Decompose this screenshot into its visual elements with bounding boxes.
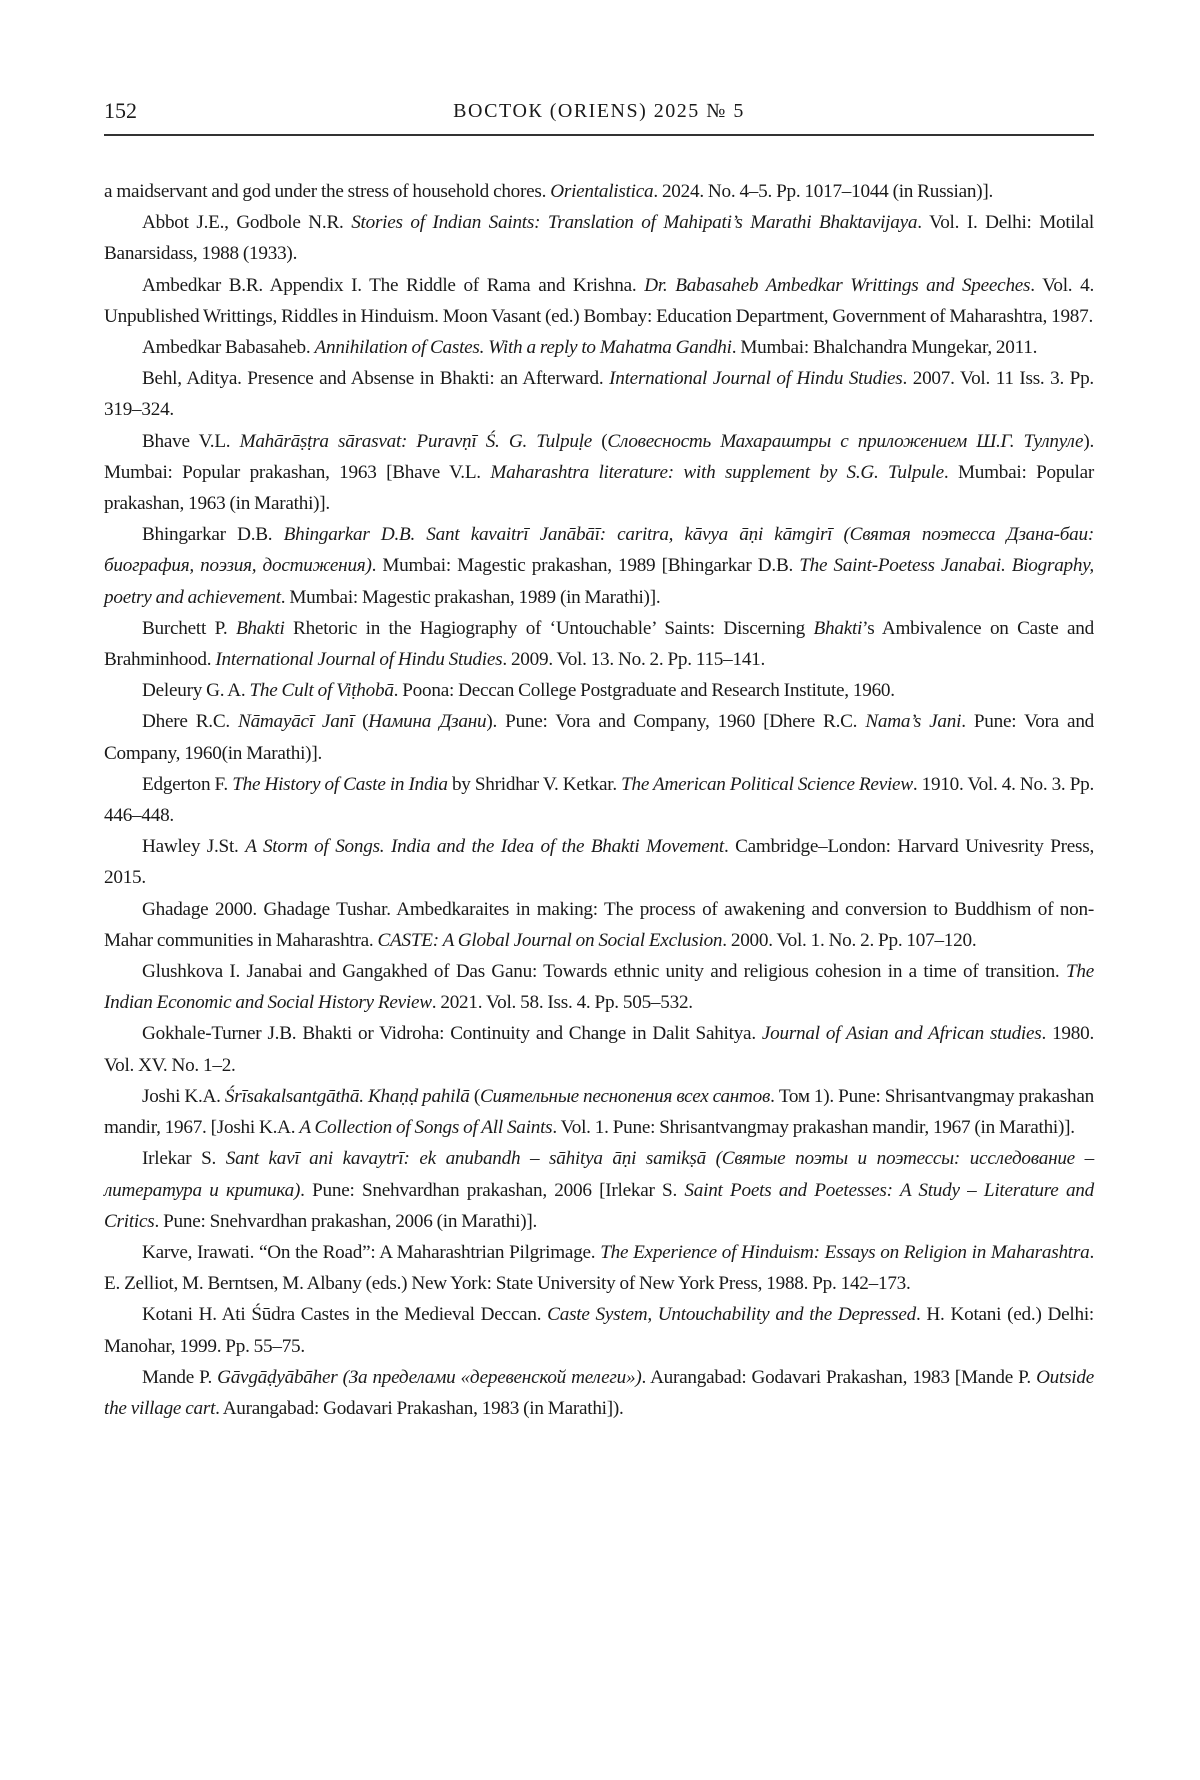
reference-entry <box>104 613 1094 675</box>
reference-text: . 2021. Vol. 58. Iss. 4. Pp. 505–532. <box>432 992 693 1013</box>
reference-text: . Pune: Snehvardhan prakashan, 2006 (in Marathi)]. <box>155 1211 538 1232</box>
reference-text: Deleury G. A. <box>142 680 249 701</box>
reference-title-italic: Śrīsakalsantgāthā. Khaṇḍ pahilā <box>225 1086 470 1107</box>
reference-text: Abbot J.E., Godbole N.R. <box>142 212 351 233</box>
reference-title-italic: Stories of Indian Saints: Translation of Mahipati’s Marathi Bhaktavijaya <box>351 212 917 233</box>
reference-text: . 2007. Vol. 11 Iss. 3. Pp. 319–324. <box>104 368 1094 420</box>
reference-text: Behl, Aditya. Presence and Absense in Bhakti: an Afterward. <box>142 368 609 389</box>
reference-title-italic: The Indian Economic and Social History Review <box>104 961 1094 1013</box>
reference-entry <box>104 706 1094 768</box>
reference-entry <box>104 426 1094 520</box>
reference-text: Rhetoric in the Hagiography of ‘Untouchable’ Saints: Discerning <box>285 618 814 639</box>
reference-title-italic: Bhakti <box>236 618 285 639</box>
reference-text: . Mumbai: Magestic prakashan, 1989 [Bhingarkar D.B. <box>372 555 800 576</box>
reference-text: Dhere R.C. <box>142 711 238 732</box>
reference-entry <box>104 956 1094 1018</box>
reference-title-italic: Намина Дзани <box>368 711 486 732</box>
reference-text: . Cambridge–London: Harvard Univesrity Press, 2015. <box>104 836 1094 888</box>
reference-title-italic: The Experience of Hinduism: Essays on Religion in Maharashtra <box>600 1242 1089 1263</box>
reference-text: . 2009. Vol. 13. No. 2. Pp. 115–141. <box>502 649 765 670</box>
reference-entry <box>104 1299 1094 1361</box>
journal-running-title: ВОСТОК (ORIENS) 2025 № 5 <box>104 100 1094 123</box>
reference-text: Ambedkar Babasaheb. <box>142 337 315 358</box>
running-header <box>104 98 1094 136</box>
reference-title-italic: The Cult of Viṭhobā <box>249 680 393 701</box>
reference-text: . Pune: Vora and Company, 1960(in Marathi)]. <box>104 711 1094 763</box>
reference-title-italic: CASTE: A Global Journal on Social Exclusion <box>378 930 723 951</box>
reference-title-italic: Mahārāṣṭra sārasvat: Puravṇī Ś. G. Tulpuḷe <box>240 431 592 452</box>
reference-text: . Том 1). Pune: Shrisantvangmay prakashan mandir, 1967. [Joshi K.A. <box>104 1086 1094 1138</box>
reference-text: . Aurangabad: Godavari Prakashan, 1983 [Mande P. <box>641 1367 1036 1388</box>
reference-title-italic: Dr. Babasaheb Ambedkar Writtings and Speeches <box>644 275 1030 296</box>
page-number: 152 <box>104 98 137 124</box>
reference-text: Gokhale-Turner J.B. Bhakti or Vidroha: Continuity and Change in Dalit Sahitya. <box>142 1023 762 1044</box>
reference-entry <box>104 769 1094 831</box>
reference-text: Mande P. <box>142 1367 217 1388</box>
reference-title-italic: Maharashtra literature: with supplement by S.G. Tulpule <box>490 462 943 483</box>
reference-title-italic: Orientalistica <box>550 181 653 202</box>
reference-entry <box>104 1018 1094 1080</box>
reference-entry <box>104 363 1094 425</box>
reference-text: . 1980. Vol. XV. No. 1–2. <box>104 1023 1094 1075</box>
reference-entry <box>104 176 1094 207</box>
reference-text: Joshi K.A. <box>142 1086 225 1107</box>
reference-text: Burchett P. <box>142 618 236 639</box>
reference-text: by Shridhar V. Ketkar. <box>448 774 621 795</box>
reference-title-italic: Gāvgāḍyābāher (За пределами «деревенской телеги») <box>217 1367 641 1388</box>
reference-text: . Vol. I. Delhi: Motilal Banarsidass, 1988 (1933). <box>104 212 1094 264</box>
reference-text: Kotani H. Ati Śūdra Castes in the Medieval Deccan. <box>142 1304 547 1325</box>
reference-title-italic: Nama’s Jani <box>865 711 961 732</box>
reference-text: . Aurangabad: Godavari Prakashan, 1983 (in Marathi]). <box>215 1398 623 1419</box>
reference-title-italic: The American Political Science Review <box>621 774 913 795</box>
reference-entry <box>104 831 1094 893</box>
reference-title-italic: Bhakti <box>814 618 863 639</box>
reference-text: Glushkova I. Janabai and Gangakhed of Das Ganu: Towards ethnic unity and religious cohesion in a time of transition. <box>142 961 1066 982</box>
reference-text: . Vol. 1. Pune: Shrisantvangmay prakashan mandir, 1967 (in Marathi)]. <box>552 1117 1074 1138</box>
reference-entry <box>104 270 1094 332</box>
reference-text: . Mumbai: Magestic prakashan, 1989 (in Marathi)]. <box>281 587 661 608</box>
reference-text: ( <box>354 711 368 732</box>
reference-text: . 2000. Vol. 1. No. 2. Pp. 107–120. <box>722 930 976 951</box>
reference-entry <box>104 675 1094 706</box>
reference-text: . Mumbai: Bhalchandra Mungekar, 2011. <box>732 337 1037 358</box>
reference-text: a maidservant and god under the stress of household chores. <box>104 181 550 202</box>
reference-title-italic: Словесность Махараштры с приложением Ш.Г. Тулпуле <box>607 431 1083 452</box>
reference-text: ( <box>592 431 607 452</box>
reference-text: Ghadage 2000. Ghadage Tushar. Ambedkaraites in making: The process of awakening and conversion to Buddhism of non-Mahar communities in Maharashtra. <box>104 899 1094 951</box>
reference-text: . Pune: Snehvardhan prakashan, 2006 [Irlekar S. <box>300 1180 684 1201</box>
reference-title-italic: Outside the village cart <box>104 1367 1094 1419</box>
reference-title-italic: Caste System, Untouchability and the Depressed <box>547 1304 916 1325</box>
reference-list <box>104 176 1094 1424</box>
reference-title-italic: The History of Caste in India <box>232 774 448 795</box>
reference-title-italic: Nāmayācī Janī <box>238 711 354 732</box>
reference-text: ( <box>470 1086 480 1107</box>
reference-entry <box>104 332 1094 363</box>
reference-text: Bhingarkar D.B. <box>142 524 284 545</box>
reference-text: . Vol. 4. Unpublished Writtings, Riddles in Hinduism. Moon Vasant (ed.) Bombay: Education Department, Government of Maharashtra, 1987. <box>104 275 1094 327</box>
reference-text: . E. Zelliot, M. Berntsen, M. Albany (eds.) New York: State University of New York Press, 1988. Pp. 142–173. <box>104 1242 1094 1294</box>
reference-title-italic: Saint Poets and Poetesses: A Study – Literature and Critics <box>104 1180 1094 1232</box>
reference-entry <box>104 894 1094 956</box>
reference-text: Hawley J.St. <box>142 836 245 857</box>
reference-text: . Poona: Deccan College Postgraduate and Research Institute, 1960. <box>394 680 895 701</box>
reference-title-italic: The Saint-Poetess Janabai. Biography, poetry and achievement <box>104 555 1094 607</box>
reference-entry <box>104 207 1094 269</box>
reference-title-italic: Bhingarkar D.B. Sant kavaitrī Janābāī: caritra, kāvya āṇi kāmgirī (Святая поэтесса Дзана-баи: биография, поэзия, достижения) <box>104 524 1094 576</box>
reference-text: Edgerton F. <box>142 774 232 795</box>
reference-text: ). Mumbai: Popular prakashan, 1963 [Bhave V.L. <box>104 431 1094 483</box>
reference-text: Ambedkar B.R. Appendix I. The Riddle of Rama and Krishna. <box>142 275 644 296</box>
reference-entry <box>104 1237 1094 1299</box>
reference-text: Irlekar S. <box>142 1148 226 1169</box>
reference-text: Karve, Irawati. “On the Road”: A Maharashtrian Pilgrimage. <box>142 1242 600 1263</box>
reference-entry <box>104 519 1094 613</box>
reference-title-italic: A Collection of Songs of All Saints <box>299 1117 552 1138</box>
reference-title-italic: Journal of Asian and African studies <box>762 1023 1042 1044</box>
reference-entry <box>104 1143 1094 1237</box>
reference-text: . H. Kotani (ed.) Delhi: Manohar, 1999. Pp. 55–75. <box>104 1304 1094 1356</box>
reference-text: Bhave V.L. <box>142 431 240 452</box>
reference-title-italic: Sant kavī ani kavaytrī: ek anubandh – sāhitya āṇi samikṣā (Святые поэты и поэтессы: исследование – литература и критика) <box>104 1148 1094 1200</box>
reference-entry <box>104 1081 1094 1143</box>
reference-text: . 1910. Vol. 4. No. 3. Pp. 446–448. <box>104 774 1094 826</box>
reference-text: . Mumbai: Popular prakashan, 1963 (in Marathi)]. <box>104 462 1094 514</box>
reference-text: ). Pune: Vora and Company, 1960 [Dhere R.C. <box>486 711 865 732</box>
reference-text: ’s Ambivalence on Caste and Brahminhood. <box>104 618 1094 670</box>
reference-title-italic: International Journal of Hindu Studies <box>609 368 902 389</box>
reference-entry <box>104 1362 1094 1424</box>
reference-title-italic: International Journal of Hindu Studies <box>215 649 502 670</box>
reference-title-italic: A Storm of Songs. India and the Idea of the Bhakti Movement <box>245 836 724 857</box>
reference-text: . 2024. No. 4–5. Pp. 1017–1044 (in Russian)]. <box>653 181 993 202</box>
reference-title-italic: Сиятельные песнопения всех сантов <box>480 1086 770 1107</box>
reference-title-italic: Annihilation of Castes. With a reply to Mahatma Gandhi <box>315 337 732 358</box>
